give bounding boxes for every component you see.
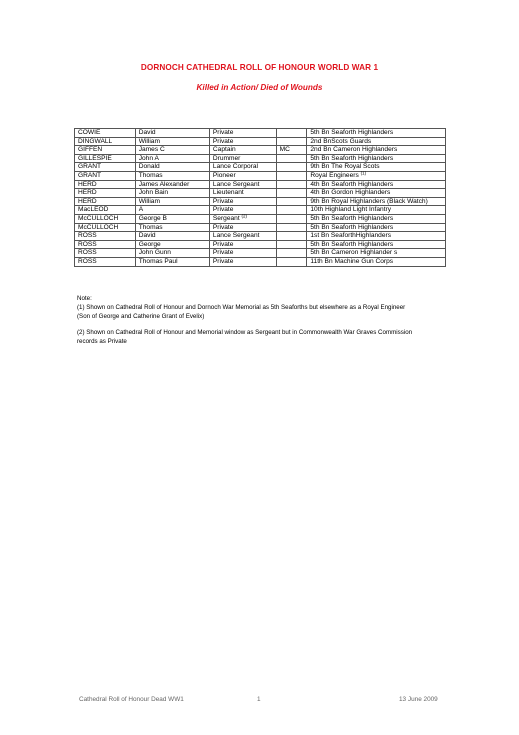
rank-cell-text: Drummer bbox=[212, 154, 241, 162]
rank-cell bbox=[209, 137, 276, 146]
forename-cell-text: A bbox=[138, 206, 144, 214]
unit-cell bbox=[307, 214, 446, 223]
unit-cell bbox=[307, 240, 446, 249]
surname-cell bbox=[75, 232, 136, 241]
table-row bbox=[75, 206, 446, 215]
surname-cell-text: GILLESPIE bbox=[78, 154, 112, 162]
surname-cell-text: GIFFEN bbox=[78, 146, 103, 154]
notes-section bbox=[77, 295, 452, 347]
rank-cell bbox=[209, 257, 276, 266]
surname-cell-text: McCULLOCH bbox=[78, 215, 119, 223]
table-row bbox=[75, 249, 446, 258]
forename-cell bbox=[135, 154, 209, 163]
unit-cell bbox=[307, 249, 446, 258]
surname-cell bbox=[75, 146, 136, 155]
surname-cell bbox=[75, 129, 136, 138]
footer-document-name: Cathedral Roll of Honour Dead WW1 bbox=[79, 696, 184, 703]
unit-cell bbox=[307, 146, 446, 155]
forename-cell-text: Thomas Paul bbox=[138, 258, 178, 265]
unit-cell bbox=[307, 171, 446, 180]
rank-cell bbox=[209, 180, 276, 189]
forename-cell-text: George B bbox=[138, 215, 167, 223]
rank-cell-text: Private bbox=[212, 249, 234, 257]
forename-cell bbox=[135, 180, 209, 189]
surname-cell-text: COWIE bbox=[78, 129, 101, 137]
award-cell bbox=[276, 240, 307, 249]
rank-cell-text: Private bbox=[212, 197, 234, 205]
rank-cell bbox=[209, 189, 276, 198]
surname-cell bbox=[75, 214, 136, 223]
rank-cell bbox=[209, 129, 276, 138]
surname-cell-text: ROSS bbox=[78, 258, 97, 265]
rank-cell-text: Sergeant bbox=[212, 215, 240, 223]
unit-cell bbox=[307, 197, 446, 206]
surname-cell-text: MacLEOD bbox=[78, 206, 109, 214]
unit-cell bbox=[307, 232, 446, 241]
table-row bbox=[75, 240, 446, 249]
footer-date: 13 June 2009 bbox=[399, 696, 438, 703]
surname-cell-text: McCULLOCH bbox=[78, 223, 119, 231]
award-cell bbox=[276, 214, 307, 223]
roll-table-body bbox=[75, 129, 446, 267]
forename-cell-text: James Alexander bbox=[138, 180, 190, 188]
forename-cell-text: William bbox=[138, 137, 160, 145]
note-1-line-2: (Son of George and Catherine Grant of Evelix) bbox=[77, 312, 205, 320]
forename-cell bbox=[135, 240, 209, 249]
surname-cell-text: HERD bbox=[78, 180, 97, 188]
forename-cell-text: David bbox=[138, 232, 156, 240]
unit-cell-text: 4th Bn Gordon Highlanders bbox=[310, 189, 391, 197]
award-cell bbox=[276, 146, 307, 155]
unit-cell-text: 5th Bn Seaforth Highlanders bbox=[310, 129, 394, 137]
table-row bbox=[75, 214, 446, 223]
rank-cell-text: Lance Sergeant bbox=[212, 180, 260, 188]
rank-cell bbox=[209, 249, 276, 258]
rank-cell-text: Private bbox=[212, 137, 234, 145]
award-cell bbox=[276, 163, 307, 172]
unit-cell bbox=[307, 163, 446, 172]
forename-cell bbox=[135, 171, 209, 180]
surname-cell bbox=[75, 197, 136, 206]
table-row bbox=[75, 257, 446, 266]
footnote-marker: (2) bbox=[241, 213, 248, 219]
surname-cell bbox=[75, 180, 136, 189]
forename-cell-text: John Bain bbox=[138, 189, 169, 197]
rank-cell-text: Lance Corporal bbox=[212, 163, 258, 171]
unit-cell bbox=[307, 129, 446, 138]
rank-cell bbox=[209, 163, 276, 172]
document-title: DORNOCH CATHEDRAL ROLL OF HONOUR WORLD WAR 1 bbox=[140, 63, 379, 72]
forename-cell-text: Thomas bbox=[138, 223, 163, 231]
forename-cell bbox=[135, 257, 209, 266]
forename-cell-text: David bbox=[138, 129, 156, 137]
award-cell bbox=[276, 129, 307, 138]
award-cell bbox=[276, 197, 307, 206]
table-row bbox=[75, 232, 446, 241]
surname-cell-text: HERD bbox=[78, 189, 97, 197]
unit-cell bbox=[307, 257, 446, 266]
forename-cell-text: George bbox=[138, 240, 161, 248]
forename-cell bbox=[135, 137, 209, 146]
rank-cell bbox=[209, 146, 276, 155]
surname-cell bbox=[75, 249, 136, 258]
surname-cell bbox=[75, 189, 136, 198]
unit-cell-text: 5th Bn Cameron Highlander s bbox=[310, 249, 398, 257]
rank-cell-text: Private bbox=[212, 223, 234, 231]
note-2-line-2: records as Private bbox=[77, 338, 127, 346]
award-cell bbox=[276, 189, 307, 198]
unit-cell bbox=[307, 223, 446, 232]
surname-cell-text: GRANT bbox=[78, 163, 102, 171]
unit-cell-text: 2nd BnScots Guards bbox=[310, 137, 372, 145]
rank-cell bbox=[209, 154, 276, 163]
footer-page-number: 1 bbox=[257, 696, 261, 703]
unit-cell bbox=[307, 180, 446, 189]
unit-cell-text: 4th Bn Seaforth Highlanders bbox=[310, 180, 394, 188]
table-row bbox=[75, 163, 446, 172]
surname-cell-text: ROSS bbox=[78, 240, 97, 248]
unit-cell-text: 2nd Bn Cameron Highlanders bbox=[310, 146, 398, 154]
unit-cell-text: 9th Bn Royal Highlanders (Black Watch) bbox=[310, 197, 428, 205]
rank-cell-text: Lance Sergeant bbox=[212, 232, 260, 240]
unit-cell-text: Royal Engineers bbox=[310, 172, 359, 180]
surname-cell bbox=[75, 206, 136, 215]
table-row bbox=[75, 197, 446, 206]
surname-cell bbox=[75, 223, 136, 232]
unit-cell-text: 5th Bn Seaforth Highlanders bbox=[310, 223, 394, 231]
note-1-line-1: (1) Shown on Cathedral Roll of Honour and Dornoch War Memorial as 5th Seaforths but elsewhere as a Royal Engineer bbox=[77, 303, 406, 311]
unit-cell-text: 1st Bn SeaforthHighlanders bbox=[310, 232, 392, 240]
rank-cell-text: Private bbox=[212, 240, 234, 248]
award-cell bbox=[276, 154, 307, 163]
table-row bbox=[75, 137, 446, 146]
table-row bbox=[75, 129, 446, 138]
note-2-line-1: (2) Shown on Cathedral Roll of Honour and Memorial window as Sergeant but in Commonwealth War Graves Commission bbox=[77, 329, 413, 337]
award-cell bbox=[276, 232, 307, 241]
surname-cell bbox=[75, 154, 136, 163]
surname-cell-text: DINGWALL bbox=[78, 137, 113, 145]
award-cell bbox=[276, 137, 307, 146]
rank-cell bbox=[209, 214, 276, 223]
forename-cell bbox=[135, 232, 209, 241]
rank-cell-text: Pioneer bbox=[212, 172, 236, 180]
document-subtitle: Killed in Action/ Died of Wounds bbox=[196, 83, 323, 92]
rank-cell-text: Private bbox=[212, 258, 234, 265]
forename-cell-text: James C bbox=[138, 146, 165, 154]
forename-cell-text: William bbox=[138, 197, 160, 205]
forename-cell bbox=[135, 129, 209, 138]
table-row bbox=[75, 189, 446, 198]
award-cell bbox=[276, 223, 307, 232]
unit-cell bbox=[307, 137, 446, 146]
forename-cell bbox=[135, 249, 209, 258]
table-row bbox=[75, 146, 446, 155]
award-cell bbox=[276, 180, 307, 189]
unit-cell bbox=[307, 154, 446, 163]
rank-cell bbox=[209, 171, 276, 180]
award-cell-text: MC bbox=[279, 146, 290, 154]
forename-cell bbox=[135, 223, 209, 232]
forename-cell-text: Thomas bbox=[138, 172, 163, 180]
unit-cell bbox=[307, 206, 446, 215]
unit-cell-text: 10th Highland Light Infantry bbox=[310, 206, 392, 214]
forename-cell bbox=[135, 197, 209, 206]
surname-cell bbox=[75, 171, 136, 180]
roll-of-honour-table bbox=[74, 128, 446, 267]
rank-cell bbox=[209, 232, 276, 241]
rank-cell-text: Private bbox=[212, 129, 234, 137]
surname-cell-text: HERD bbox=[78, 197, 97, 205]
forename-cell bbox=[135, 163, 209, 172]
table-row bbox=[75, 223, 446, 232]
surname-cell bbox=[75, 163, 136, 172]
rank-cell-text: Private bbox=[212, 206, 234, 214]
unit-cell-text: 5th Bn Seaforth Highlanders bbox=[310, 240, 394, 248]
forename-cell-text: John A bbox=[138, 154, 159, 162]
unit-cell-text: 5th Bn Seaforth Highlanders bbox=[310, 215, 394, 223]
award-cell bbox=[276, 171, 307, 180]
unit-cell bbox=[307, 189, 446, 198]
surname-cell bbox=[75, 240, 136, 249]
award-cell bbox=[276, 206, 307, 215]
surname-cell-text: ROSS bbox=[78, 249, 97, 257]
rank-cell bbox=[209, 197, 276, 206]
award-cell bbox=[276, 257, 307, 266]
forename-cell bbox=[135, 146, 209, 155]
forename-cell bbox=[135, 206, 209, 215]
surname-cell-text: ROSS bbox=[78, 232, 97, 240]
surname-cell bbox=[75, 137, 136, 146]
rank-cell-text: Captain bbox=[212, 146, 236, 154]
table-row bbox=[75, 180, 446, 189]
footnote-marker: (1) bbox=[360, 170, 367, 176]
rank-cell-text: Lieutenant bbox=[212, 189, 244, 197]
surname-cell bbox=[75, 257, 136, 266]
unit-cell-text: 5th Bn Seaforth Highlanders bbox=[310, 154, 394, 162]
rank-cell bbox=[209, 240, 276, 249]
forename-cell-text: Donald bbox=[138, 163, 160, 171]
table-row bbox=[75, 154, 446, 163]
unit-cell-text: 11th Bn Machine Gun Corps bbox=[310, 258, 394, 265]
notes-spacer bbox=[77, 321, 452, 329]
table-row bbox=[75, 171, 446, 180]
rank-cell bbox=[209, 223, 276, 232]
forename-cell-text: John Gunn bbox=[138, 249, 171, 257]
forename-cell bbox=[135, 189, 209, 198]
notes-heading: Note: bbox=[77, 295, 92, 302]
award-cell bbox=[276, 249, 307, 258]
forename-cell bbox=[135, 214, 209, 223]
surname-cell-text: GRANT bbox=[78, 172, 102, 180]
unit-cell-text: 9th Bn The Royal Scots bbox=[310, 163, 380, 171]
